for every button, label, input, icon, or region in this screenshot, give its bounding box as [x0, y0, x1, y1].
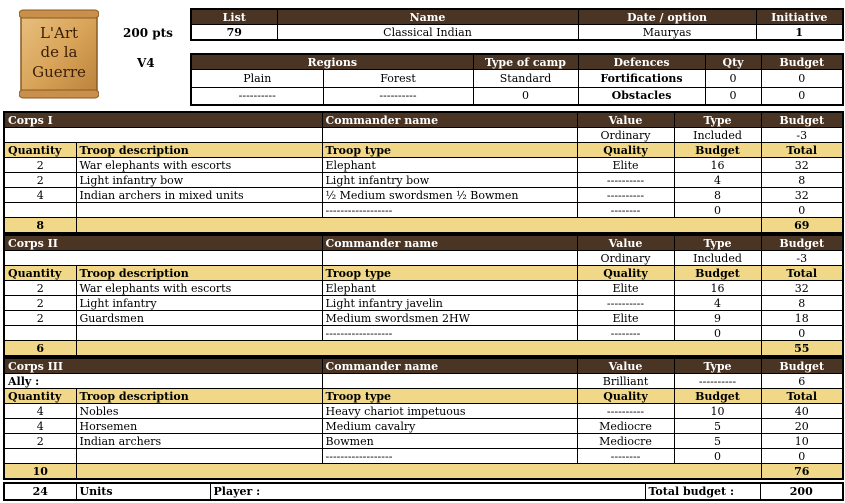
- cell-quantity: 2: [4, 296, 76, 311]
- cell-troop-description: War elephants with escorts: [76, 158, 322, 173]
- col-budget: Budget: [761, 54, 843, 70]
- table-row: [4, 158, 843, 173]
- cell-quality: ----------: [577, 404, 674, 419]
- cell-quality: Mediocre: [577, 434, 674, 449]
- corps-total-units: 6: [4, 341, 76, 357]
- cell-budget: 9: [674, 311, 761, 326]
- commander-type: Included: [674, 251, 761, 266]
- cell-budget: 0: [674, 449, 761, 464]
- cell-total: 40: [761, 404, 843, 419]
- cell-troop-type: Light infantry bow: [322, 173, 577, 188]
- cell-troop-type: Elephant: [322, 158, 577, 173]
- corps-total-budget: 76: [761, 464, 843, 480]
- col-quantity: Quantity: [4, 143, 76, 158]
- cell-budget: 10: [674, 404, 761, 419]
- cell-budget: 4: [674, 173, 761, 188]
- cell-budget: 5: [674, 434, 761, 449]
- fortifications-qty: 0: [705, 70, 761, 88]
- cell-troop-type: ------------------: [322, 449, 577, 464]
- cell-troop-description: Light infantry: [76, 296, 322, 311]
- commander-name-value: [322, 374, 577, 389]
- cell-budget: 0: [674, 326, 761, 341]
- obstacles-qty: 0: [705, 88, 761, 105]
- cell-quantity: 2: [4, 311, 76, 326]
- col-total: Total: [761, 143, 843, 158]
- cell-troop-description: [76, 449, 322, 464]
- total-budget-value: 200: [760, 483, 843, 500]
- logo-line-1: L'Art: [39, 24, 79, 42]
- commander-name-label: Commander name: [322, 358, 577, 374]
- col-quantity: Quantity: [4, 266, 76, 281]
- total-budget-label: Total budget :: [645, 483, 760, 500]
- cell-troop-type: ------------------: [322, 203, 577, 218]
- col-list: List: [191, 9, 277, 25]
- logo-line-3: Guerre: [32, 63, 86, 81]
- footer-table: [3, 482, 844, 501]
- col-troop-description: Troop description: [76, 266, 322, 281]
- cell-quantity: [4, 203, 76, 218]
- date-option: Mauryas: [578, 25, 756, 41]
- table-row: [4, 404, 843, 419]
- commander-name-label: Commander name: [322, 112, 577, 128]
- cell-total: 32: [761, 281, 843, 296]
- region-4: ----------: [323, 88, 473, 105]
- fortifications-budget: 0: [761, 70, 843, 88]
- cell-quantity: 4: [4, 419, 76, 434]
- logo-line-2: de la: [40, 43, 78, 61]
- cell-total: 8: [761, 173, 843, 188]
- value-label: Value: [577, 358, 674, 374]
- table-row: [4, 296, 843, 311]
- cell-quality: Elite: [577, 158, 674, 173]
- cell-troop-type: Light infantry javelin: [322, 296, 577, 311]
- cell-total: 18: [761, 311, 843, 326]
- corps-1-table: [3, 111, 844, 234]
- col-budget: Budget: [674, 143, 761, 158]
- commander-type: Included: [674, 128, 761, 143]
- region-1: Plain: [191, 70, 323, 88]
- col-quality: Quality: [577, 143, 674, 158]
- cell-quality: Elite: [577, 281, 674, 296]
- cell-budget: 16: [674, 281, 761, 296]
- total-spacer: [76, 341, 761, 357]
- cell-troop-type: ½ Medium swordsmen ½ Bowmen: [322, 188, 577, 203]
- table-row: [4, 188, 843, 203]
- cell-total: 32: [761, 158, 843, 173]
- total-units: 24: [4, 483, 76, 500]
- corps-title: Corps II: [4, 235, 322, 251]
- cell-quality: ----------: [577, 173, 674, 188]
- cell-total: 20: [761, 419, 843, 434]
- table-row: [4, 203, 843, 218]
- initiative-value: 1: [756, 25, 843, 41]
- player-label: Player :: [210, 483, 645, 500]
- commander-type: ----------: [674, 374, 761, 389]
- table-row: [4, 434, 843, 449]
- col-defences: Defences: [578, 54, 705, 70]
- cell-troop-description: War elephants with escorts: [76, 281, 322, 296]
- fortifications-label: Fortifications: [578, 70, 705, 88]
- cell-quantity: 4: [4, 188, 76, 203]
- cell-quantity: [4, 326, 76, 341]
- col-total: Total: [761, 389, 843, 404]
- list-header-table: [190, 8, 844, 41]
- total-spacer: [76, 464, 761, 480]
- cell-troop-type: Bowmen: [322, 434, 577, 449]
- ally-label: [4, 251, 322, 266]
- cell-troop-description: Nobles: [76, 404, 322, 419]
- total-spacer: [76, 218, 761, 234]
- cell-budget: 4: [674, 296, 761, 311]
- table-row: [4, 281, 843, 296]
- cell-total: 0: [761, 326, 843, 341]
- list-number: 79: [191, 25, 277, 41]
- col-troop-description: Troop description: [76, 143, 322, 158]
- region-3: ----------: [191, 88, 323, 105]
- corps-3-table: [3, 357, 844, 480]
- col-quality: Quality: [577, 266, 674, 281]
- cell-quantity: 2: [4, 158, 76, 173]
- budget-label: Budget: [761, 235, 843, 251]
- cell-total: 0: [761, 449, 843, 464]
- cell-budget: 0: [674, 203, 761, 218]
- table-row: [4, 449, 843, 464]
- col-troop-description: Troop description: [76, 389, 322, 404]
- commander-value: Ordinary: [577, 128, 674, 143]
- cell-quality: ----------: [577, 188, 674, 203]
- cell-quantity: [4, 449, 76, 464]
- table-row: [4, 419, 843, 434]
- cell-quality: --------: [577, 449, 674, 464]
- col-troop-type: Troop type: [322, 389, 577, 404]
- regions-table: [190, 53, 844, 106]
- col-qty: Qty: [705, 54, 761, 70]
- cell-troop-description: Indian archers in mixed units: [76, 188, 322, 203]
- obstacles-label: Obstacles: [578, 88, 705, 105]
- camp-budget: 0: [473, 88, 578, 105]
- cell-quantity: 2: [4, 434, 76, 449]
- ally-label: Ally :: [4, 374, 322, 389]
- commander-budget: 6: [761, 374, 843, 389]
- type-label: Type: [674, 112, 761, 128]
- cell-quality: ----------: [577, 296, 674, 311]
- cell-total: 8: [761, 296, 843, 311]
- cell-troop-description: Light infantry bow: [76, 173, 322, 188]
- corps-total-units: 8: [4, 218, 76, 234]
- version-label: V4: [137, 56, 155, 70]
- cell-troop-type: ------------------: [322, 326, 577, 341]
- cell-troop-description: [76, 203, 322, 218]
- cell-quality: --------: [577, 203, 674, 218]
- camp-type: Standard: [473, 70, 578, 88]
- budget-label: Budget: [761, 358, 843, 374]
- table-row: [4, 311, 843, 326]
- cell-budget: 16: [674, 158, 761, 173]
- commander-value: Ordinary: [577, 251, 674, 266]
- type-label: Type: [674, 358, 761, 374]
- col-initiative: Initiative: [756, 9, 843, 25]
- col-quantity: Quantity: [4, 389, 76, 404]
- cell-troop-type: Elephant: [322, 281, 577, 296]
- ally-label: [4, 128, 322, 143]
- units-label: Units: [76, 483, 210, 500]
- table-row: [4, 173, 843, 188]
- points-label: 200 pts: [123, 26, 173, 40]
- col-troop-type: Troop type: [322, 143, 577, 158]
- logo: [19, 8, 99, 100]
- col-total: Total: [761, 266, 843, 281]
- cell-quantity: 2: [4, 281, 76, 296]
- commander-name-value: [322, 128, 577, 143]
- col-regions: Regions: [191, 54, 473, 70]
- commander-name-value: [322, 251, 577, 266]
- cell-troop-type: Medium swordsmen 2HW: [322, 311, 577, 326]
- commander-value: Brilliant: [577, 374, 674, 389]
- cell-troop-description: Horsemen: [76, 419, 322, 434]
- commander-budget: -3: [761, 251, 843, 266]
- cell-total: 10: [761, 434, 843, 449]
- corps-total-budget: 69: [761, 218, 843, 234]
- cell-troop-type: Medium cavalry: [322, 419, 577, 434]
- cell-quality: --------: [577, 326, 674, 341]
- region-2: Forest: [323, 70, 473, 88]
- type-label: Type: [674, 235, 761, 251]
- col-budget: Budget: [674, 266, 761, 281]
- commander-budget: -3: [761, 128, 843, 143]
- cell-budget: 5: [674, 419, 761, 434]
- corps-2-table: [3, 234, 844, 357]
- corps-title: Corps I: [4, 112, 322, 128]
- cell-budget: 8: [674, 188, 761, 203]
- col-camp: Type of camp: [473, 54, 578, 70]
- col-name: Name: [277, 9, 578, 25]
- cell-troop-description: Indian archers: [76, 434, 322, 449]
- corps-total-budget: 55: [761, 341, 843, 357]
- col-troop-type: Troop type: [322, 266, 577, 281]
- cell-quantity: 2: [4, 173, 76, 188]
- cell-troop-description: [76, 326, 322, 341]
- corps-title: Corps III: [4, 358, 322, 374]
- cell-total: 0: [761, 203, 843, 218]
- obstacles-budget: 0: [761, 88, 843, 105]
- col-budget: Budget: [674, 389, 761, 404]
- commander-name-label: Commander name: [322, 235, 577, 251]
- cell-total: 32: [761, 188, 843, 203]
- cell-quality: Mediocre: [577, 419, 674, 434]
- cell-troop-description: Guardsmen: [76, 311, 322, 326]
- cell-quality: Elite: [577, 311, 674, 326]
- cell-troop-type: Heavy chariot impetuous: [322, 404, 577, 419]
- table-row: [4, 326, 843, 341]
- corps-total-units: 10: [4, 464, 76, 480]
- col-date-option: Date / option: [578, 9, 756, 25]
- value-label: Value: [577, 235, 674, 251]
- col-quality: Quality: [577, 389, 674, 404]
- cell-quantity: 4: [4, 404, 76, 419]
- value-label: Value: [577, 112, 674, 128]
- budget-label: Budget: [761, 112, 843, 128]
- army-name: Classical Indian: [277, 25, 578, 41]
